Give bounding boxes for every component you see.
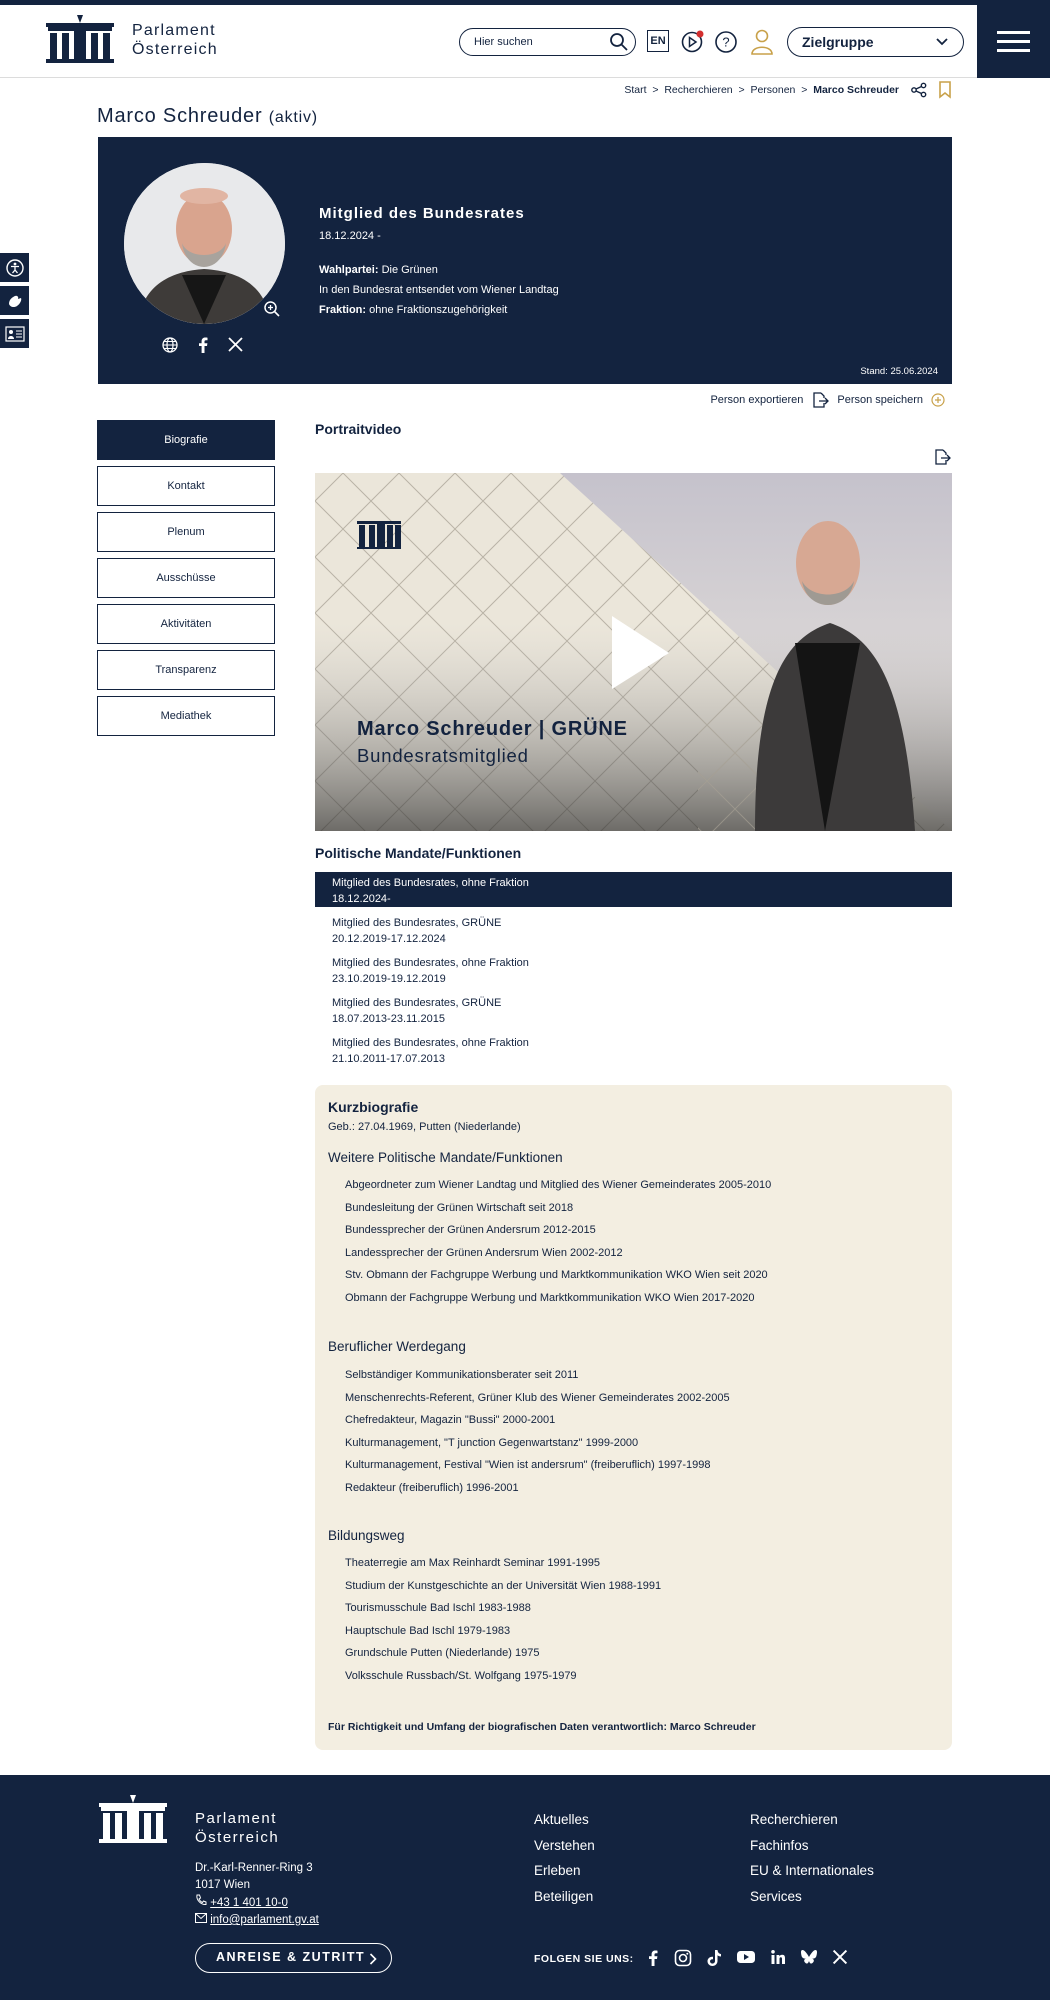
- nav-item-ausschuesse[interactable]: Ausschüsse: [97, 558, 275, 598]
- mandate-item-title: Mitglied des Bundesrates, ohne Fraktion: [332, 1037, 529, 1049]
- chevron-down-icon: [935, 35, 949, 49]
- fraktion-value: ohne Fraktionszugehörigkeit: [369, 304, 508, 316]
- svg-text:?: ?: [722, 34, 730, 50]
- sign-language-icon: [6, 292, 24, 310]
- footer-address: [195, 1860, 319, 1929]
- list-item: Kulturmanagement, Festival "Wien ist andersrum" (freiberuflich) 1997-1998: [345, 1459, 711, 1471]
- footer-org-name: [195, 1809, 279, 1847]
- footer-city: 1017 Wien: [195, 1879, 250, 1891]
- website-globe-icon[interactable]: [162, 337, 178, 353]
- list-item: Volksschule Russbach/St. Wolfgang 1975-1979: [345, 1669, 577, 1682]
- list-item: Kulturmanagement, "T junction Gegenwartstanz" 1999-2000: [345, 1436, 639, 1449]
- footer-street: Dr.-Karl-Renner-Ring 3: [195, 1862, 313, 1874]
- list-item: Hauptschule Bad Ischl 1979-1983: [345, 1624, 511, 1637]
- portrait-image: [124, 163, 285, 324]
- site-header: [0, 5, 1050, 78]
- mandate-item-title: Mitglied des Bundesrates, ohne Fraktion: [332, 957, 529, 969]
- bio-responsibility-note: Für Richtigkeit und Umfang der biografischen Daten verantwortlich: Marco Schreuder: [328, 1721, 756, 1733]
- footer-link[interactable]: Recherchieren: [750, 1812, 838, 1827]
- person-actions: [710, 391, 945, 409]
- menu-button[interactable]: [977, 5, 1050, 78]
- list-item: Redakteur (freiberuflich) 1996-2001: [345, 1481, 519, 1494]
- entsendet-row: In den Bundesrat entsendet vom Wiener Landtag: [319, 284, 559, 296]
- kurzbiografie-heading: Kurzbiografie: [328, 1099, 419, 1115]
- mandate-item[interactable]: [315, 952, 952, 987]
- person-portrait[interactable]: [124, 163, 285, 324]
- zielgruppe-dropdown[interactable]: [787, 27, 964, 57]
- mandate-list-heading: Politische Mandate/Funktionen: [315, 845, 522, 861]
- search-box: [459, 28, 636, 56]
- bookmark-icon[interactable]: [938, 81, 952, 99]
- facebook-icon[interactable]: [196, 337, 210, 353]
- easy-language-tool-button[interactable]: [0, 319, 29, 348]
- person-name: Marco Schreuder: [97, 105, 263, 127]
- easy-language-icon: [5, 326, 25, 342]
- mandate-item-title: Mitglied des Bundesrates, ohne Fraktion: [332, 877, 529, 889]
- list-item: Selbständiger Kommunikationsberater seit 2011: [345, 1369, 579, 1381]
- breadcrumb-item[interactable]: Recherchieren: [664, 84, 733, 96]
- footer-link[interactable]: EU & Internationales: [750, 1863, 874, 1878]
- weitere-mandate-list: [345, 1177, 771, 1312]
- page-title: [97, 105, 318, 128]
- mediathek-play-icon[interactable]: [681, 30, 705, 54]
- footer-org-line2: Österreich: [195, 1829, 280, 1846]
- person-status: (aktiv): [268, 109, 318, 126]
- video-share-icon[interactable]: [933, 448, 951, 466]
- mandate-item[interactable]: [315, 872, 952, 907]
- footer-org-line1: Parlament: [195, 1810, 277, 1827]
- menu-icon-bar: [997, 31, 1030, 34]
- footer-link[interactable]: Aktuelles: [534, 1812, 589, 1827]
- breadcrumb-item[interactable]: Start: [624, 84, 647, 96]
- mandate-item[interactable]: [315, 992, 952, 1027]
- wahlpartei-row: [319, 264, 438, 276]
- breadcrumb-current: Marco Schreuder: [813, 84, 899, 96]
- footer-link[interactable]: Erleben: [534, 1863, 581, 1878]
- stand-date: Stand: 25.06.2024: [860, 366, 938, 377]
- mandate-item-period: 18.12.2024-: [332, 893, 391, 905]
- breadcrumb-item[interactable]: Personen: [750, 84, 796, 96]
- video-caption-name: Marco Schreuder | GRÜNE: [357, 718, 628, 740]
- list-item: Theaterregie am Max Reinhardt Seminar 1991-1995: [345, 1557, 600, 1569]
- user-account-icon[interactable]: [751, 29, 773, 55]
- bildungsweg-heading: Bildungsweg: [328, 1528, 405, 1543]
- kurzbiografie-panel: [315, 1085, 952, 1750]
- nav-item-kontakt[interactable]: Kontakt: [97, 466, 275, 506]
- zoom-in-icon[interactable]: [263, 300, 281, 318]
- menu-icon-bar: [997, 49, 1030, 52]
- language-switch-button[interactable]: EN: [647, 30, 669, 52]
- instagram-icon[interactable]: [674, 1949, 692, 1967]
- mandate-item-period: 20.12.2019-17.12.2024: [332, 933, 446, 945]
- footer-email-link[interactable]: info@parlament.gv.at: [210, 1914, 319, 1926]
- list-item: Menschenrechts-Referent, Grüner Klub des Wiener Gemeinderates 2002-2005: [345, 1391, 730, 1404]
- footer-link[interactable]: Fachinfos: [750, 1837, 809, 1853]
- list-item: Landessprecher der Grünen Andersrum Wien 2002-2012: [345, 1246, 623, 1259]
- footer-link[interactable]: Verstehen: [534, 1837, 595, 1853]
- list-item: Obmann der Fachgruppe Werbung und Marktkommunikation WKO Wien 2017-2020: [345, 1291, 755, 1304]
- save-person-link[interactable]: Person speichern: [837, 394, 923, 406]
- youtube-icon[interactable]: [736, 1949, 756, 1965]
- wahlpartei-label: Wahlpartei:: [319, 264, 379, 276]
- anreise-label: ANREISE & ZUTRITT: [216, 1950, 366, 1964]
- portrait-video-player[interactable]: [315, 473, 952, 831]
- footer-nav-col2: [750, 1807, 874, 1909]
- list-item: Stv. Obmann der Fachgruppe Werbung und Marktkommunikation WKO Wien seit 2020: [345, 1269, 768, 1281]
- nav-item-transparenz[interactable]: Transparenz: [97, 650, 275, 690]
- mandate-item-title: Mitglied des Bundesrates, GRÜNE: [332, 917, 502, 929]
- tiktok-icon[interactable]: [706, 1949, 722, 1967]
- bluesky-icon[interactable]: [800, 1949, 818, 1965]
- facebook-icon[interactable]: [646, 1949, 660, 1967]
- breadcrumb: Start > Recherchieren > Personen > Marco Schreuder: [624, 84, 899, 96]
- footer-nav-col1: [534, 1807, 595, 1909]
- share-icon[interactable]: [911, 82, 927, 98]
- menu-icon-bar: [997, 40, 1030, 43]
- portraitvideo-heading: Portraitvideo: [315, 421, 402, 437]
- footer-link[interactable]: Beteiligen: [534, 1888, 594, 1904]
- zielgruppe-label: Zielgruppe: [802, 34, 874, 50]
- nav-item-plenum[interactable]: Plenum: [97, 512, 275, 552]
- parliament-logo-icon: [44, 15, 116, 65]
- fraktion-label: Fraktion:: [319, 304, 367, 316]
- mandate-item-period: 18.07.2013-23.11.2015: [332, 1013, 445, 1025]
- birth-info: Geb.: 27.04.1969, Putten (Niederlande): [328, 1121, 521, 1133]
- sign-language-tool-button[interactable]: [0, 286, 29, 315]
- beruflicher-werdegang-list: [345, 1367, 730, 1502]
- x-twitter-icon[interactable]: [832, 1949, 848, 1965]
- video-caption-role: Bundesratsmitglied: [357, 745, 529, 766]
- help-icon[interactable]: [714, 30, 738, 54]
- site-logo[interactable]: [44, 15, 218, 65]
- logo-text-line2: Österreich: [132, 41, 218, 58]
- list-item: Tourismusschule Bad Ischl 1983-1988: [345, 1602, 531, 1614]
- phone-icon: [195, 1894, 207, 1906]
- accessibility-icon: [6, 259, 24, 277]
- person-hero-card: [98, 137, 952, 384]
- mandate-title: Mitglied des Bundesrates: [319, 205, 525, 222]
- linkedin-icon[interactable]: [770, 1949, 786, 1965]
- list-item: Studium der Kunstgeschichte an der Universität Wien 1988-1991: [345, 1579, 662, 1592]
- mandate-item-period: 23.10.2019-19.12.2019: [332, 973, 446, 985]
- mandate-item-title: Mitglied des Bundesrates, GRÜNE: [332, 997, 502, 1009]
- list-item: Chefredakteur, Magazin "Bussi" 2000-2001: [345, 1414, 556, 1426]
- list-item: Bundesleitung der Grünen Wirtschaft seit 2018: [345, 1201, 574, 1214]
- export-icon[interactable]: [811, 391, 829, 409]
- search-icon[interactable]: [609, 32, 629, 52]
- fraktion-row: [319, 304, 507, 316]
- footer-parliament-logo-icon[interactable]: [97, 1795, 169, 1845]
- nav-item-biografie[interactable]: Biografie: [97, 420, 275, 460]
- list-item: Bundessprecher der Grünen Andersrum 2012-2015: [345, 1224, 596, 1236]
- site-footer: [0, 1775, 1050, 2000]
- mandate-item[interactable]: [315, 1032, 952, 1067]
- export-person-link[interactable]: Person exportieren: [710, 394, 804, 406]
- list-item: Abgeordneter zum Wiener Landtag und Mitglied des Wiener Gemeinderates 2005-2010: [345, 1179, 772, 1191]
- nav-item-aktivitaeten[interactable]: Aktivitäten: [97, 604, 275, 644]
- person-section-nav: [97, 420, 275, 742]
- x-twitter-icon[interactable]: [228, 337, 243, 352]
- anreise-zutritt-button[interactable]: [195, 1943, 392, 1973]
- list-item: Grundschule Putten (Niederlande) 1975: [345, 1647, 540, 1659]
- mandate-item[interactable]: [315, 912, 952, 947]
- footer-social-links: [646, 1949, 848, 1967]
- chevron-right-icon: [369, 1953, 377, 1965]
- footer-link[interactable]: Services: [750, 1888, 802, 1904]
- video-thumbnail: [315, 473, 952, 831]
- logo-text-line1: Parlament: [132, 22, 216, 39]
- wahlpartei-value: Die Grünen: [381, 264, 438, 276]
- mandate-item-period: 21.10.2011-17.07.2013: [332, 1053, 445, 1065]
- accessibility-tool-button[interactable]: [0, 253, 29, 282]
- mandate-since: 18.12.2024 -: [319, 230, 381, 242]
- bildungsweg-list: [345, 1555, 661, 1690]
- weitere-mandate-heading: Weitere Politische Mandate/Funktionen: [328, 1150, 563, 1165]
- person-social-links: [162, 337, 243, 353]
- beruflicher-werdegang-heading: Beruflicher Werdegang: [328, 1339, 466, 1354]
- nav-item-mediathek[interactable]: Mediathek: [97, 696, 275, 736]
- add-circle-icon[interactable]: [931, 393, 945, 407]
- follow-us-label: FOLGEN SIE UNS:: [534, 1953, 634, 1965]
- email-icon: [195, 1913, 207, 1923]
- search-input[interactable]: [474, 29, 614, 54]
- footer-phone-link[interactable]: +43 1 401 10-0: [210, 1897, 288, 1909]
